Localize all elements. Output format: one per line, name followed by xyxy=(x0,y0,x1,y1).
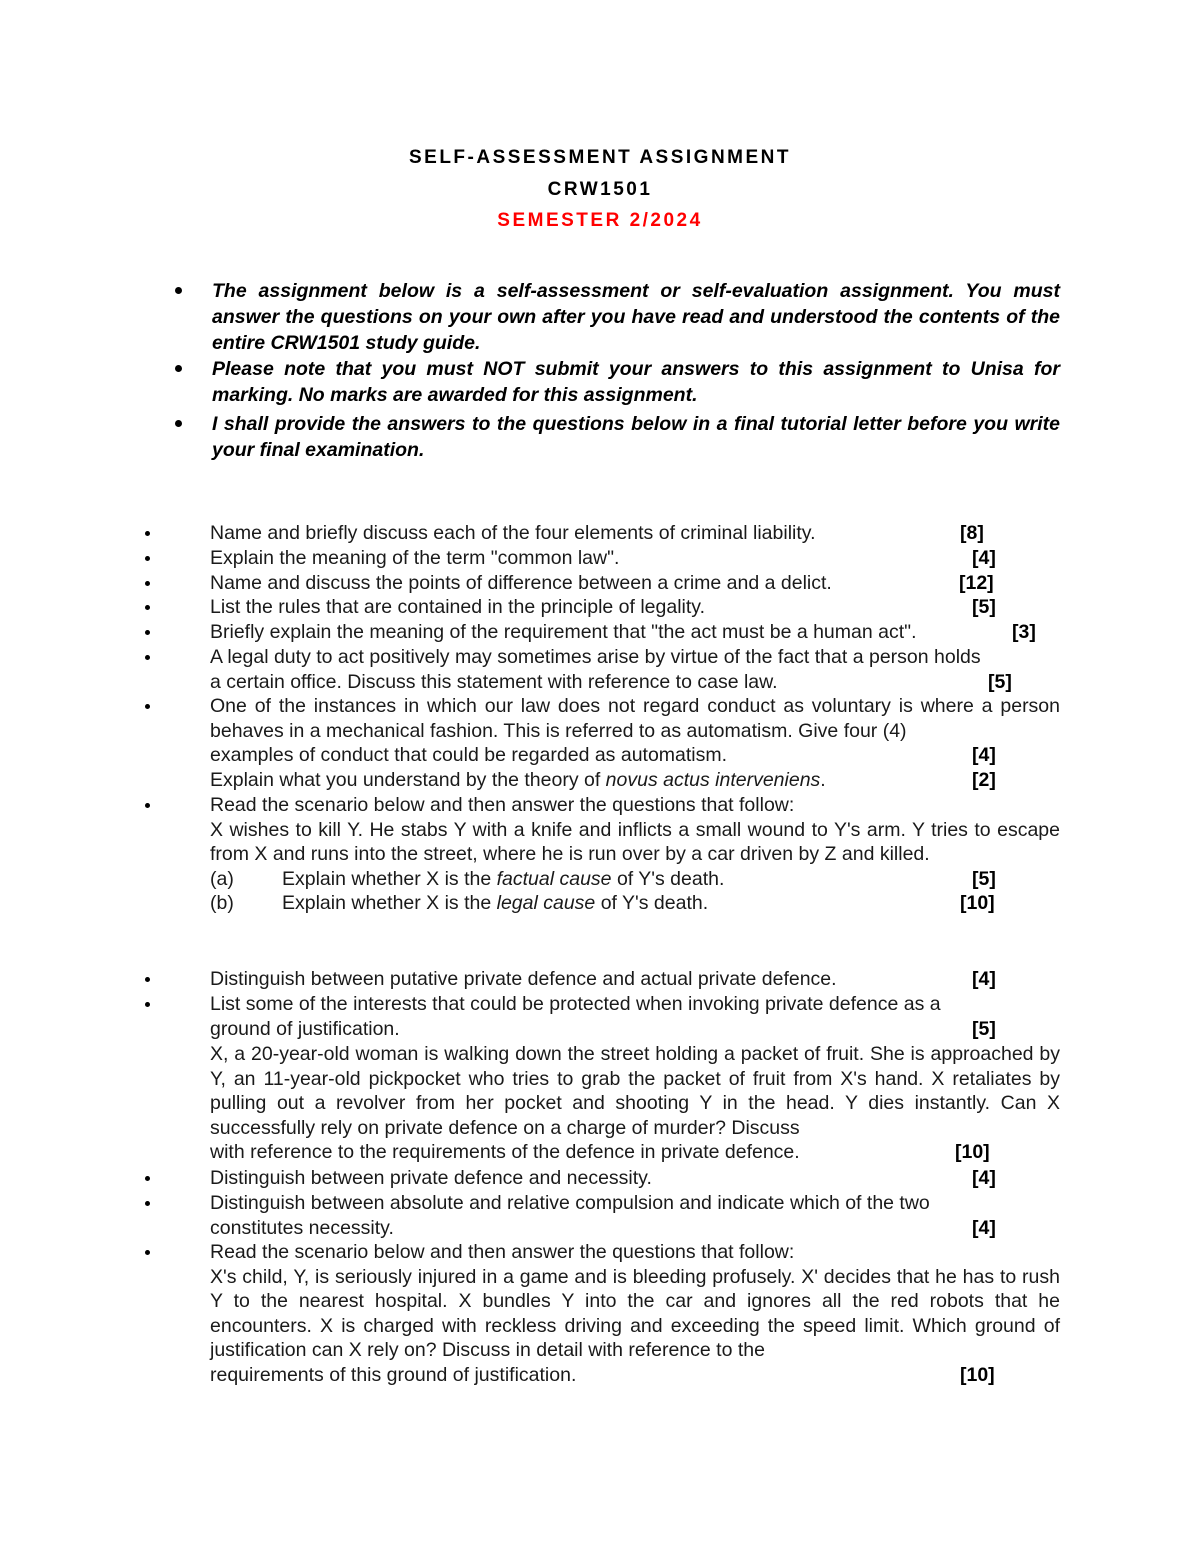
intro-text: I shall provide the answers to the questions below in a final tutorial letter before you write your final examination. xyxy=(212,413,1060,461)
bullet-icon xyxy=(145,630,150,635)
subquestion-emphasis: legal cause xyxy=(496,892,596,915)
question-item xyxy=(210,793,1060,916)
question-text: a certain office. Discuss this statement with reference to case law. xyxy=(210,670,778,693)
question-item xyxy=(210,595,1060,620)
bullet-icon xyxy=(175,287,182,294)
question-text: Name and discuss the points of difference between a crime and a delict. xyxy=(210,572,832,594)
question-item xyxy=(210,571,1060,596)
question-mark: [5] xyxy=(972,596,996,618)
bullet-icon xyxy=(145,977,150,982)
bullet-icon xyxy=(145,1002,150,1007)
semester-label: SEMESTER 2/2024 xyxy=(497,210,703,231)
question-text: examples of conduct that could be regarded as automatism. xyxy=(210,744,728,767)
question-item xyxy=(210,1166,1060,1191)
document-title: SELF-ASSESSMENT ASSIGNMENT xyxy=(408,147,792,168)
bullet-icon xyxy=(145,531,150,536)
question-mark: [3] xyxy=(1012,621,1036,643)
subquestion-a xyxy=(210,867,1060,892)
question-emphasis: novus actus interveniens xyxy=(605,769,821,791)
question-text: constitutes necessity. xyxy=(210,1216,394,1239)
question-mark: [5] xyxy=(972,1017,996,1040)
subquestion-text: of Y's death. xyxy=(595,892,709,915)
intro-item xyxy=(212,356,1060,408)
question-text: List some of the interests that could be protected when invoking private defence as a xyxy=(210,993,941,1015)
bullet-icon xyxy=(145,1201,150,1206)
subquestion-label: (b) xyxy=(210,892,234,915)
bullet-icon xyxy=(145,704,150,709)
bullet-icon xyxy=(145,803,150,808)
question-item xyxy=(210,620,1060,645)
bullet-icon xyxy=(145,581,150,586)
question-text: ground of justification. xyxy=(210,1017,400,1040)
question-item xyxy=(210,768,1060,793)
question-mark: [4] xyxy=(972,968,996,990)
subquestion-text: Explain whether X is the xyxy=(282,892,497,915)
question-item xyxy=(210,546,1060,571)
question-item xyxy=(210,967,1060,992)
question-mark: [2] xyxy=(972,769,996,791)
question-text: Distinguish between absolute and relative compulsion and indicate which of the two xyxy=(210,1192,930,1214)
question-text: Read the scenario below and then answer the questions that follow: xyxy=(210,794,795,816)
intro-text: The assignment below is a self-assessment or self-evaluation assignment. You must answer the questions on your own after you have read and understood the contents of the entire CRW1501 study guide. xyxy=(212,280,1060,354)
subquestion-b xyxy=(210,891,1060,916)
bullet-icon xyxy=(175,420,182,427)
scenario-text: X's child, Y, is seriously injured in a game and is bleeding profusely. X' decides that he has to rush Y to the nearest hospital. X bundles Y into the car and ignores all the red robots that he encounters. X is charged with reckless driving and exceeding the speed limit. Which ground of justification can X rely on? Discuss in detail with reference to the xyxy=(210,1265,1060,1362)
module-code: CRW1501 xyxy=(547,179,653,200)
question-mark: [10] xyxy=(955,1141,990,1164)
bullet-icon xyxy=(175,365,182,372)
question-mark: [5] xyxy=(988,670,1012,693)
question-text: Explain what you understand by the theory of xyxy=(210,769,606,791)
question-text: One of the instances in which our law does not regard conduct as voluntary is where a person behaves in a mechanical fashion. This is referred to as automatism. Give four (4) xyxy=(210,695,1060,742)
bullet-icon xyxy=(145,1176,150,1181)
question-text: . xyxy=(820,769,826,791)
question-text: with reference to the requirements of the defence in private defence. xyxy=(210,1141,800,1164)
scenario-text: X wishes to kill Y. He stabs Y with a knife and inflicts a small wound to Y's arm. Y tries to escape from X and runs into the street, where he is run over by a car driven by Z and killed. xyxy=(210,818,1060,866)
bullet-icon xyxy=(145,655,150,660)
question-mark: [12] xyxy=(959,572,994,594)
question-mark: [4] xyxy=(972,1167,996,1189)
question-mark: [5] xyxy=(972,867,996,890)
question-mark: [10] xyxy=(960,1363,995,1386)
intro-item xyxy=(212,278,1060,356)
question-item xyxy=(210,645,1060,694)
question-mark: [10] xyxy=(960,892,995,915)
question-text: Distinguish between putative private defence and actual private defence. xyxy=(210,968,837,990)
question-mark: [8] xyxy=(960,522,984,544)
question-text: requirements of this ground of justification. xyxy=(210,1363,577,1386)
subquestion-emphasis: factual cause xyxy=(496,867,612,890)
question-item xyxy=(210,1240,1060,1388)
question-item xyxy=(210,521,1060,546)
subquestion-label: (a) xyxy=(210,867,234,890)
question-item xyxy=(210,1042,1060,1165)
question-text: A legal duty to act positively may sometimes arise by virtue of the fact that a person holds xyxy=(210,646,981,668)
question-text: Distinguish between private defence and necessity. xyxy=(210,1167,652,1189)
question-item xyxy=(210,992,1060,1041)
bullet-icon xyxy=(145,1250,150,1255)
subquestion-text: Explain whether X is the xyxy=(282,867,497,890)
subquestion-text: of Y's death. xyxy=(611,867,725,890)
question-text: X, a 20-year-old woman is walking down the street holding a packet of fruit. She is approached by Y, an 11-year-old pickpocket who tries to grab the packet of fruit from X's hand. X retaliates by pulling out a revolver from her pocket and shooting Y in the head. Y dies instantly. Can X successfully rely on private defence on a charge of murder? Discuss xyxy=(210,1043,1060,1139)
bullet-icon xyxy=(145,556,150,561)
question-mark: [4] xyxy=(972,1216,996,1239)
question-item xyxy=(210,694,1060,768)
question-text: Briefly explain the meaning of the requirement that "the act must be a human act". xyxy=(210,621,917,643)
question-text: Name and briefly discuss each of the four elements of criminal liability. xyxy=(210,522,816,544)
intro-item xyxy=(212,411,1060,463)
question-text: Read the scenario below and then answer the questions that follow: xyxy=(210,1241,795,1263)
question-mark: [4] xyxy=(972,547,996,569)
bullet-icon xyxy=(145,605,150,610)
intro-text: Please note that you must NOT submit your answers to this assignment to Unisa for marking. No marks are awarded for this assignment. xyxy=(212,358,1060,406)
question-item xyxy=(210,1191,1060,1240)
question-text: Explain the meaning of the term "common law". xyxy=(210,547,620,569)
question-text: List the rules that are contained in the principle of legality. xyxy=(210,596,706,618)
question-mark: [4] xyxy=(972,744,996,767)
